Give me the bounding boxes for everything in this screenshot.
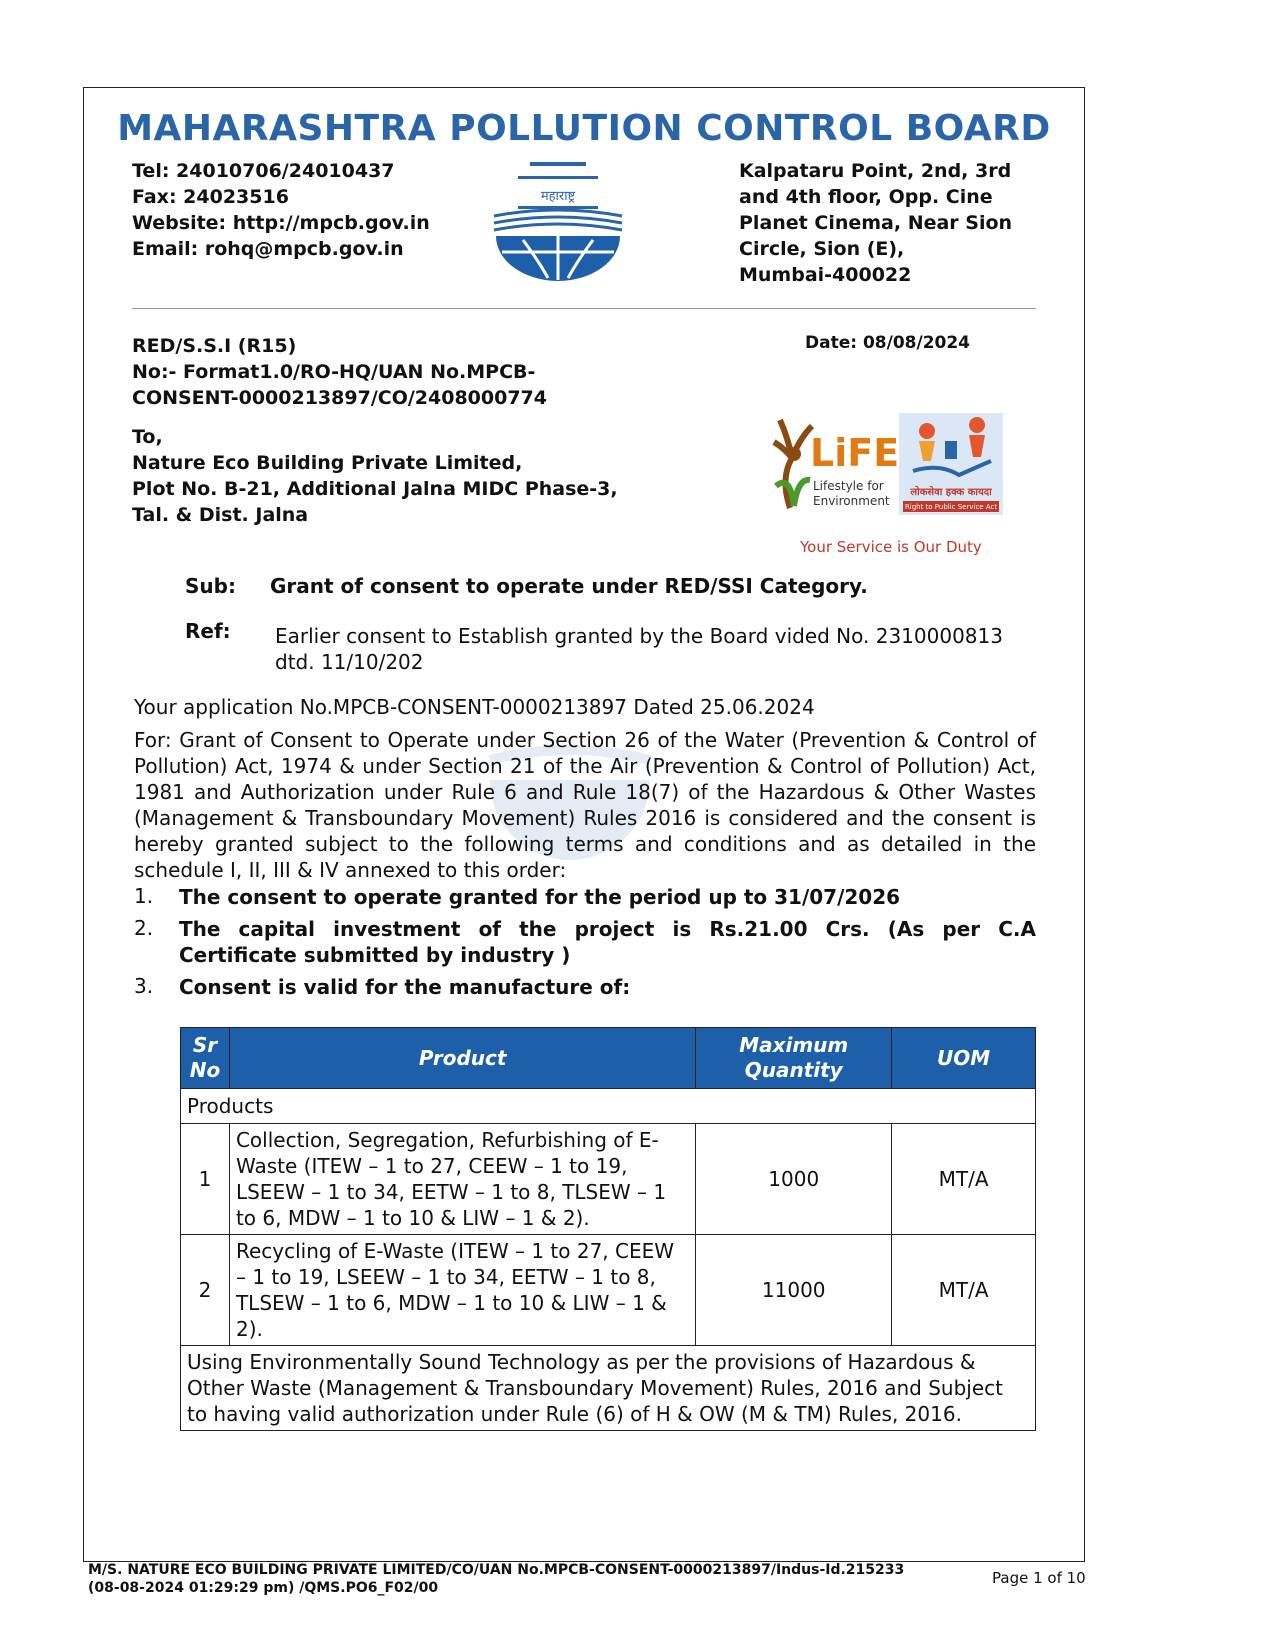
rps-subtitle-text: Right to Public Service Act — [904, 503, 998, 511]
addressee-line: Plot No. B-21, Additional Jalna MIDC Phase-3, — [132, 478, 618, 500]
table-note-row — [181, 1346, 1036, 1431]
footer-reference — [88, 1561, 904, 1597]
reference-block — [132, 333, 547, 411]
consent-category: RED/S.S.I (R15) — [132, 335, 297, 357]
reference-label: Ref: — [185, 619, 231, 643]
table-row — [181, 1124, 1036, 1235]
condition-text: Consent is valid for the manufacture of: — [179, 975, 631, 999]
table-row — [181, 1235, 1036, 1346]
condition-text: The consent to operate granted for the period up to 31/07/2026 — [179, 885, 901, 909]
condition-number: 3. — [134, 974, 154, 998]
row-quantity: 11000 — [696, 1235, 892, 1346]
page-number: Page 1 of 10 — [992, 1569, 1086, 1587]
reference-text: Earlier consent to Establish granted by the Board vided No. 2310000813 dtd. 11/10/202 — [275, 624, 1003, 674]
footer-line: M/S. NATURE ECO BUILDING PRIVATE LIMITED/CO/UAN No.MPCB-CONSENT-0000213897/Indus-Id.215233 — [88, 1562, 905, 1578]
header-max-quantity: Maximum Quantity — [696, 1028, 892, 1089]
condition-item — [134, 884, 1036, 910]
life-subtitle-2: Environment — [813, 494, 890, 508]
address-line: Kalpataru Point, 2nd, 3rd — [739, 160, 1012, 182]
addressee-block — [132, 424, 618, 528]
addressee-line: Tal. & Dist. Jalna — [132, 504, 309, 526]
table-header-row — [181, 1028, 1036, 1089]
address-line: Circle, Sion (E), — [739, 238, 905, 260]
table-note: Using Environmentally Sound Technology as per the provisions of Hazardous & Other Waste (Management & Transboundary Movement) Rules, 2016 and Subject to having valid authorization under Rule (6) of H & OW (M & TM) Rules, 2016. — [181, 1346, 1036, 1431]
life-title-text: LiFE — [810, 431, 900, 475]
header-uom: UOM — [892, 1028, 1036, 1089]
row-product: Collection, Segregation, Refurbishing of E-Waste (ITEW – 1 to 27, CEEW – 1 to 19, LSEEW – 1 to 34, EETW – 1 to 8, TLSEW – 1 to 6, MDW – 1 to 10 & LIW – 1 & 2). — [229, 1124, 695, 1235]
row-quantity: 1000 — [696, 1124, 892, 1235]
phone-line: Tel: 24010706/24010437 — [132, 160, 395, 182]
consent-number-line2: CONSENT-0000213897/CO/2408000774 — [132, 387, 547, 409]
products-table — [180, 1027, 1036, 1431]
row-product: Recycling of E-Waste (ITEW – 1 to 27, CEEW – 1 to 19, LSEEW – 1 to 34, EETW – 1 to 8, TLSEW – 1 to 6, MDW – 1 to 10 & LIW – 1 & 2). — [229, 1235, 695, 1346]
board-title: MAHARASHTRA POLLUTION CONTROL BOARD — [117, 108, 1051, 149]
header-divider — [132, 308, 1036, 309]
issue-date: Date: 08/08/2024 — [805, 333, 971, 353]
condition-number: 1. — [134, 884, 154, 908]
header-product: Product — [229, 1028, 695, 1089]
table-section-row — [181, 1089, 1036, 1124]
condition-number: 2. — [134, 916, 154, 940]
logo-marathi-text: महाराष्ट्र — [540, 189, 576, 204]
application-line: Your application No.MPCB-CONSENT-0000213897 Dated 25.06.2024 — [134, 695, 815, 719]
condition-item — [134, 916, 1036, 968]
email-line: Email: rohq@mpcb.gov.in — [132, 238, 404, 260]
fax-line: Fax: 24023516 — [132, 186, 289, 208]
contact-block — [132, 158, 430, 262]
address-line: and 4th floor, Opp. Cine — [739, 186, 993, 208]
row-sr: 1 — [181, 1124, 230, 1235]
life-logo-icon — [770, 408, 900, 516]
service-tagline: Your Service is Our Duty — [800, 538, 982, 556]
rps-title-text: लोकसेवा हक्क कायदा — [910, 487, 992, 498]
rps-logo-icon — [899, 413, 1003, 515]
to-label: To, — [132, 426, 163, 448]
address-block — [739, 158, 1012, 288]
website-line: Website: http://mpcb.gov.in — [132, 212, 430, 234]
mpcb-logo-icon — [488, 160, 628, 280]
addressee-line: Nature Eco Building Private Limited, — [132, 452, 523, 474]
grant-paragraph: For: Grant of Consent to Operate under Section 26 of the Water (Prevention & Control of Pollution) Act, 1974 & under Section 21 of the Air (Prevention & Control of Pollution) Act, 1981 and Authorization under Rule 6 and Rule 18(7) of the Hazardous & Other Wastes (Management & Transboundary Movement) Rules 2016 is considered and the consent is hereby granted subject to the following terms and conditions and as detailed in the schedule I, II, III & IV annexed to this order: — [134, 728, 1036, 882]
condition-item — [134, 974, 1036, 1000]
row-uom: MT/A — [892, 1124, 1036, 1235]
address-line: Planet Cinema, Near Sion — [739, 212, 1013, 234]
section-label: Products — [181, 1089, 1036, 1124]
condition-text: The capital investment of the project is Rs.21.00 Crs. (As per C.A Certificate submitted by industry ) — [179, 917, 1036, 967]
subject-label: Sub: — [185, 574, 236, 598]
header-sr-no: Sr No — [181, 1028, 230, 1089]
subject-text: Grant of consent to operate under RED/SSI Category. — [270, 574, 868, 598]
consent-number-line1: No:- Format1.0/RO-HQ/UAN No.MPCB- — [132, 361, 536, 383]
address-line: Mumbai-400022 — [739, 264, 912, 286]
row-sr: 2 — [181, 1235, 230, 1346]
life-subtitle-1: Lifestyle for — [813, 479, 884, 493]
row-uom: MT/A — [892, 1235, 1036, 1346]
footer-line: (08-08-2024 01:29:29 pm) /QMS.PO6_F02/00 — [88, 1580, 439, 1596]
